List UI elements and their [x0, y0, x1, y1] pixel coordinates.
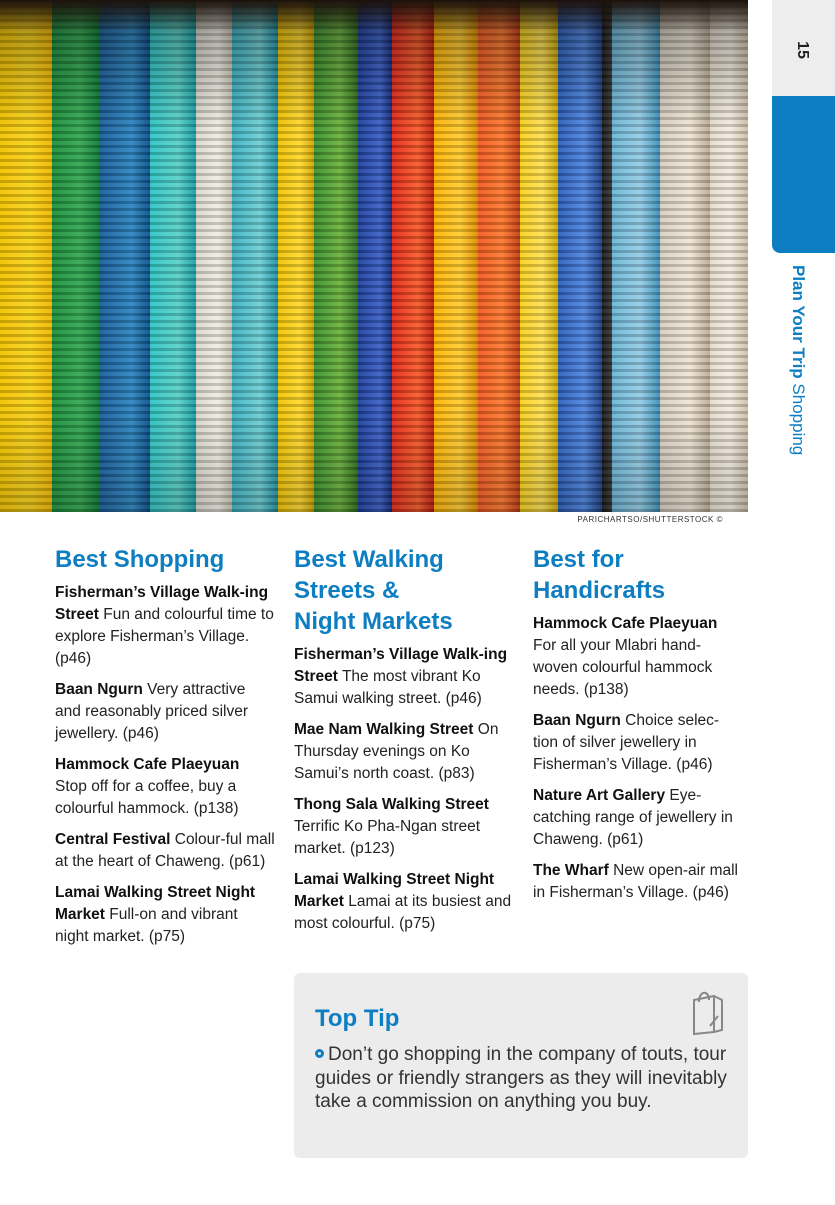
section-running-title [768, 265, 808, 515]
section-title-light: Shopping [789, 383, 808, 456]
list-item: Thong Sala Walking Street Terrific Ko Pha-Ngan street market. (p123) [294, 796, 489, 857]
list-item: Hammock Cafe Plaeyuan Stop off for a coffee, buy a colourful hammock. (p138) [55, 756, 240, 817]
hammocks-photo [0, 0, 748, 512]
best-walking-streets-column [294, 544, 516, 944]
list-item: Fisherman’s Village Walk-ing Street The most vibrant Ko Samui walking street. (p46) [294, 646, 508, 707]
column-title: Best Shopping [55, 546, 225, 573]
list-item: The Wharf New open-air mall in Fisherman’s Village. (p46) [533, 862, 738, 901]
shopping-bag-icon [690, 988, 726, 1036]
top-tip-title: Top Tip [315, 1005, 400, 1032]
page-number: 15 [794, 41, 811, 59]
column-title: Best Walking Streets & Night Markets [294, 546, 453, 635]
list-item: Lamai Walking Street Night Market Full-on and vibrant night market. (p75) [55, 884, 256, 945]
list-item: Central Festival Colour-ful mall at the heart of Chaweng. (p61) [55, 831, 275, 870]
list-item: Nature Art Gallery Eye-catching range of jewellery in Chaweng. (p61) [533, 787, 733, 848]
best-shopping-column [55, 544, 275, 957]
photo-credit: PARICHARTSO/SHUTTERSTOCK © [577, 515, 723, 524]
section-color-tab [772, 96, 835, 253]
best-handicrafts-column [533, 544, 743, 913]
list-item: Baan Ngurn Choice selec-tion of silver jewellery in Fisherman’s Village. (p46) [533, 712, 720, 773]
bullet-icon [315, 1049, 324, 1058]
list-item: Hammock Cafe Plaeyuan For all your Mlabri hand-woven colourful hammock needs. (p138) [533, 615, 718, 698]
list-item: Fisherman’s Village Walk-ing Street Fun and colourful time to explore Fisherman’s Village. (p46) [55, 584, 274, 667]
section-title-bold: Plan Your Trip [789, 265, 808, 379]
top-tip-box [294, 973, 748, 1158]
list-item: Mae Nam Walking Street On Thursday evenings on Ko Samui’s north coast. (p83) [294, 721, 499, 782]
top-tip-text: Don’t go shopping in the company of touts, tour guides or friendly strangers as they will inevitably take a commission on anything you buy. [315, 1044, 727, 1112]
list-item: Lamai Walking Street Night Market Lamai at its busiest and most colourful. (p75) [294, 871, 512, 932]
list-item: Baan Ngurn Very attractive and reasonably priced silver jewellery. (p46) [55, 681, 248, 742]
column-title: Best for Handicrafts [533, 546, 666, 604]
